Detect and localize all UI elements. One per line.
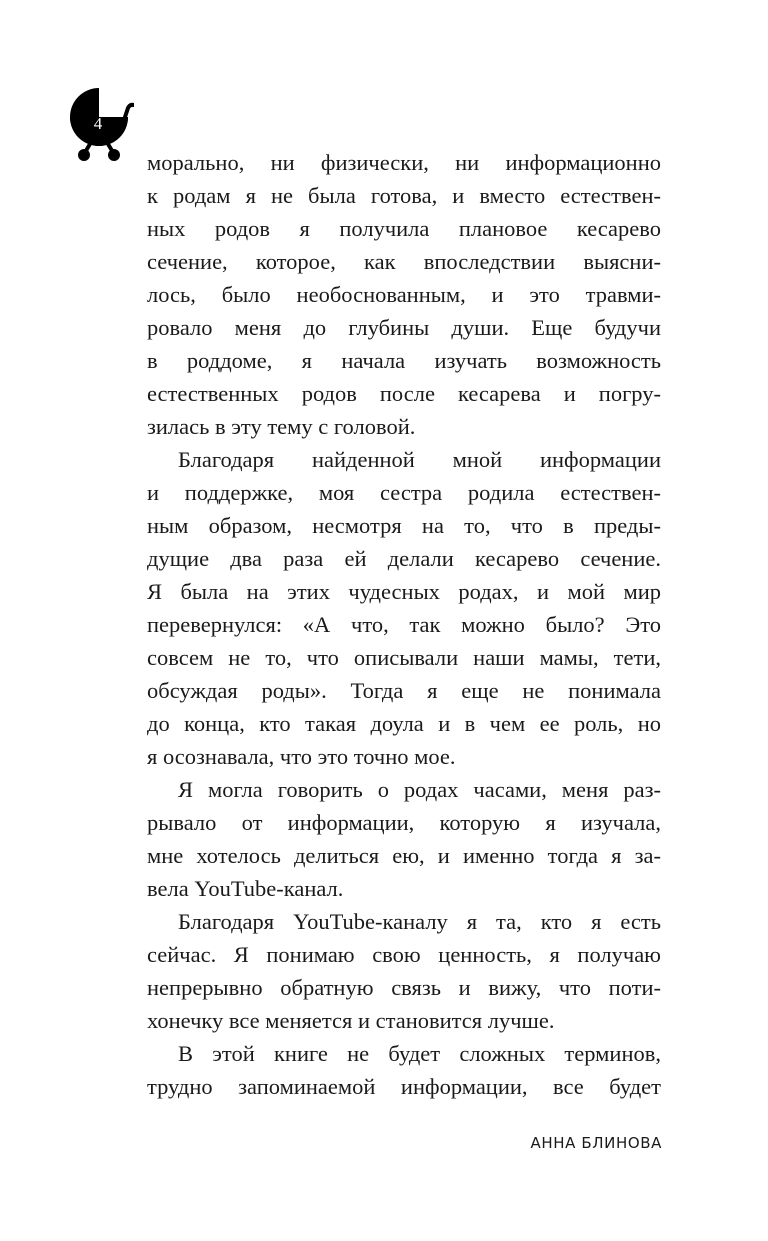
text-line: я осознавала, что это точно мое. [147, 744, 456, 769]
text-line: морально, ни физически, ни информационно [147, 150, 661, 175]
text-line: ровало меня до глубины души. Еще будучи [147, 315, 661, 340]
text-line: Благодаря найденной мной информации [178, 447, 661, 472]
text-line: вела YouTube-канал. [147, 876, 344, 901]
text-line: рывало от информации, которую я изучала, [147, 810, 661, 835]
paragraph-1 [147, 146, 661, 443]
text-line: лось, было необоснованным, и это травми- [147, 282, 661, 307]
text-line: мне хотелось делиться ею, и именно тогда я за- [147, 843, 661, 868]
text-line: трудно запоминаемой информации, все будет [147, 1074, 661, 1099]
text-line: обсуждая роды». Тогда я еще не понимала [147, 678, 661, 703]
text-line: ным образом, несмотря на то, что в преды- [147, 513, 661, 538]
text-line: перевернулся: «А что, так можно было? Это [147, 612, 661, 637]
text-line: Я была на этих чудесных родах, и мой мир [147, 579, 661, 604]
text-line: в роддоме, я начала изучать возможность [147, 348, 661, 373]
text-line: Я могла говорить о родах часами, меня раз- [178, 777, 661, 802]
text-line: В этой книге не будет сложных терминов, [178, 1041, 661, 1066]
text-line: хонечку все меняется и становится лучше. [147, 1008, 555, 1033]
paragraph-3 [147, 773, 661, 905]
text-line: дущие два раза ей делали кесарево сечение. [147, 546, 661, 571]
text-line: ных родов я получила плановое кесарево [147, 216, 661, 241]
text-line: сейчас. Я понимаю свою ценность, я получаю [147, 942, 661, 967]
body-text [147, 146, 661, 1103]
text-line: к родам я не была готова, и вместо естествен- [147, 183, 661, 208]
paragraph-2 [147, 443, 661, 773]
page-number: 4 [93, 114, 103, 133]
text-line: непрерывно обратную связь и вижу, что поти- [147, 975, 661, 1000]
paragraph-5 [147, 1037, 661, 1103]
text-line: совсем не то, что описывали наши мамы, тети, [147, 645, 661, 670]
text-line: естественных родов после кесарева и погру- [147, 381, 661, 406]
running-footer-author: АННА БЛИНОВА [530, 1134, 662, 1152]
text-line: до конца, кто такая доула и в чем ее роль, но [147, 711, 661, 736]
text-line: и поддержке, моя сестра родила естествен- [147, 480, 661, 505]
text-line: Благодаря YouTube-каналу я та, кто я есть [178, 909, 661, 934]
text-line: зилась в эту тему с головой. [147, 414, 416, 439]
text-line: сечение, которое, как впоследствии выясни- [147, 249, 661, 274]
paragraph-4 [147, 905, 661, 1037]
